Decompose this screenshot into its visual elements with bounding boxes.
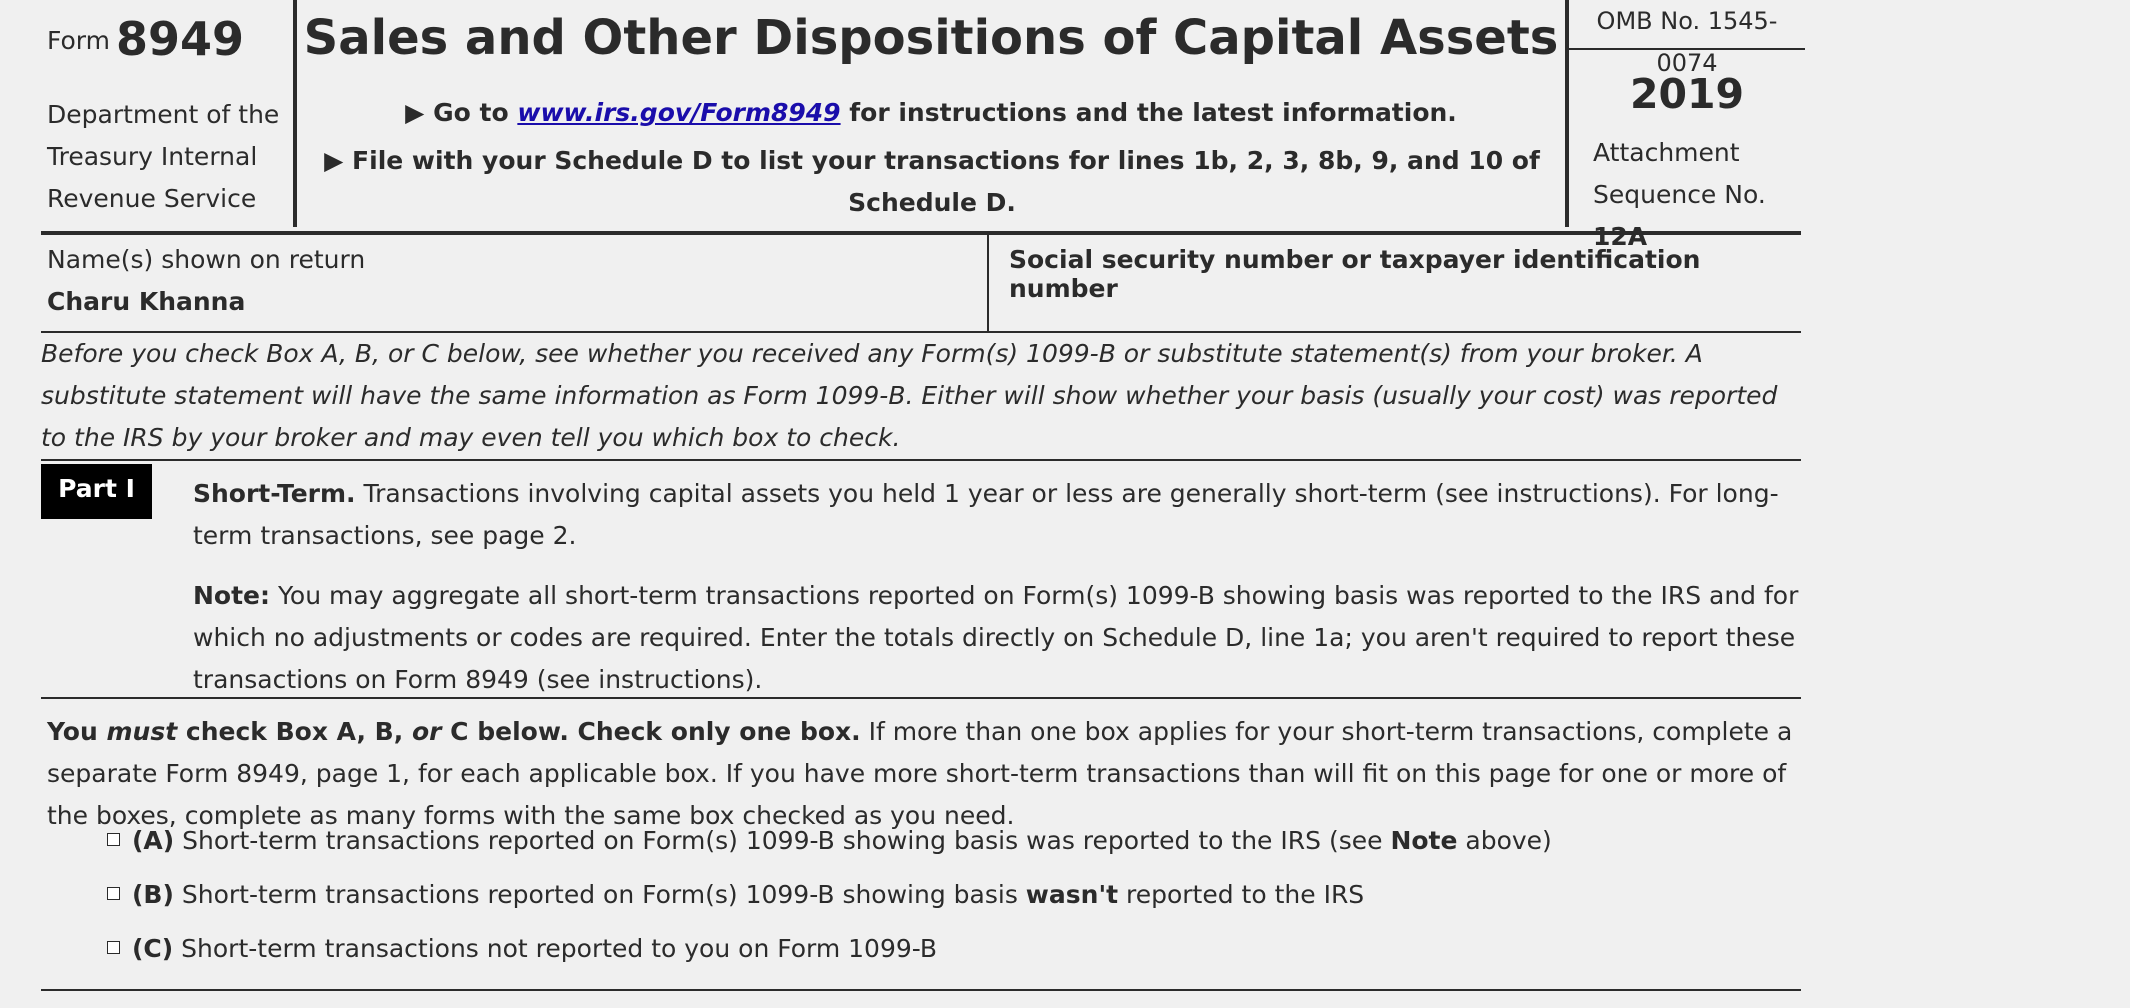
sequence-label: Sequence No. (1593, 180, 1766, 209)
part-1-description (193, 473, 1801, 557)
option-b-after: reported to the IRS (1118, 880, 1365, 909)
omb-number: OMB No. 1545-0074 (1569, 0, 1805, 50)
must-rest: If more than one box applies for your short-term transactions, complete a separate Form 8949, page 1, for each applicable box. If you have more short-term transactions than will fit on this page for one or more of the boxes, complete as many forms with the same box checked as you need. (47, 717, 1793, 830)
option-a-after: above) (1457, 826, 1552, 855)
goto-suffix: for instructions and the latest information. (840, 98, 1457, 127)
name-row (41, 235, 1801, 333)
irs-form-link[interactable]: www.irs.gov/Form8949 (517, 98, 841, 127)
option-a[interactable] (107, 823, 1552, 859)
omb-block (1565, 0, 1805, 251)
tax-year: 2019 (1629, 70, 1745, 118)
before-check-instructions: Before you check Box A, B, or C below, see whether you received any Form(s) 1099-B or substitute statement(s) from your broker. A substitute statement will have the same information as Form 1099-B. Either will show whether your basis (usually your cost) was reported to the IRS by your broker and may even tell you which box to check. (41, 333, 1801, 461)
part-1-heading: Short-Term. (193, 479, 356, 508)
name-label: Name(s) shown on return (47, 245, 366, 274)
must-or: or (411, 717, 442, 746)
part-1-note (193, 575, 1801, 701)
attachment-label: Attachment (1593, 138, 1740, 167)
box-selection-instructions (47, 711, 1801, 837)
form-header (41, 0, 1801, 251)
note-label: Note: (193, 581, 271, 610)
department-line: Revenue Service (47, 184, 257, 213)
option-a-note: Note (1390, 826, 1458, 855)
must-check-box: check Box A, B, (177, 717, 412, 746)
sequence-number: 12A (1593, 222, 1648, 251)
option-b[interactable] (107, 877, 1364, 913)
option-b-text: Short-term transactions reported on Form(s) 1099-B showing basis (173, 880, 1026, 909)
option-a-letter: (A) (132, 826, 175, 855)
department-name (47, 94, 279, 220)
must-c-below: C below. Check only one box. (441, 717, 861, 746)
option-b-letter: (B) (132, 880, 174, 909)
checkbox-c[interactable] (107, 941, 120, 954)
option-c-text: Short-term transactions not reported to you on Form 1099-B (173, 934, 938, 963)
file-with-line: ▶ File with your Schedule D to list your transactions for lines 1b, 2, 3, 8b, 9, and 10 of Schedule D. (324, 146, 1540, 217)
department-line: Department of the (47, 100, 280, 129)
form-title-block (297, 0, 1565, 227)
option-b-bold: wasn't (1025, 880, 1119, 909)
must-word: must (106, 717, 178, 746)
note-text: You may aggregate all short-term transactions reported on Form(s) 1099-B showing basis was reported to the IRS and for which no adjustments or codes are required. Enter the totals directly on Schedule D, line 1a; you aren't required to report these transactions on Form 8949 (see instructions). (193, 581, 1799, 694)
ssn-field-label: Social security number or taxpayer identification number (1009, 245, 1701, 303)
box-selection-section (41, 699, 1801, 991)
name-field[interactable] (41, 235, 989, 331)
option-c-letter: (C) (132, 934, 174, 963)
part-badge: Part I (41, 464, 152, 519)
part-1-text: Transactions involving capital assets you held 1 year or less are generally short-term (see instructions). For long-term transactions, see page 2. (193, 479, 1779, 550)
option-c[interactable] (107, 931, 937, 967)
form-id-block (41, 0, 297, 227)
checkbox-b[interactable] (107, 887, 120, 900)
goto-prefix: ▶ Go to (405, 98, 518, 127)
form-title: Sales and Other Dispositions of Capital Assets (303, 10, 1559, 66)
form-label: Form (47, 26, 110, 55)
must-you: You (47, 717, 107, 746)
option-a-text: Short-term transactions reported on Form(s) 1099-B showing basis was reported to the IRS (see (174, 826, 1391, 855)
checkbox-a[interactable] (107, 833, 120, 846)
part-1-section (41, 461, 1801, 699)
instructions-line (297, 98, 1565, 127)
form-number: 8949 (116, 12, 245, 66)
department-line: Treasury Internal (47, 142, 258, 171)
name-value: Charu Khanna (47, 287, 246, 316)
form-8949 (41, 0, 1801, 991)
